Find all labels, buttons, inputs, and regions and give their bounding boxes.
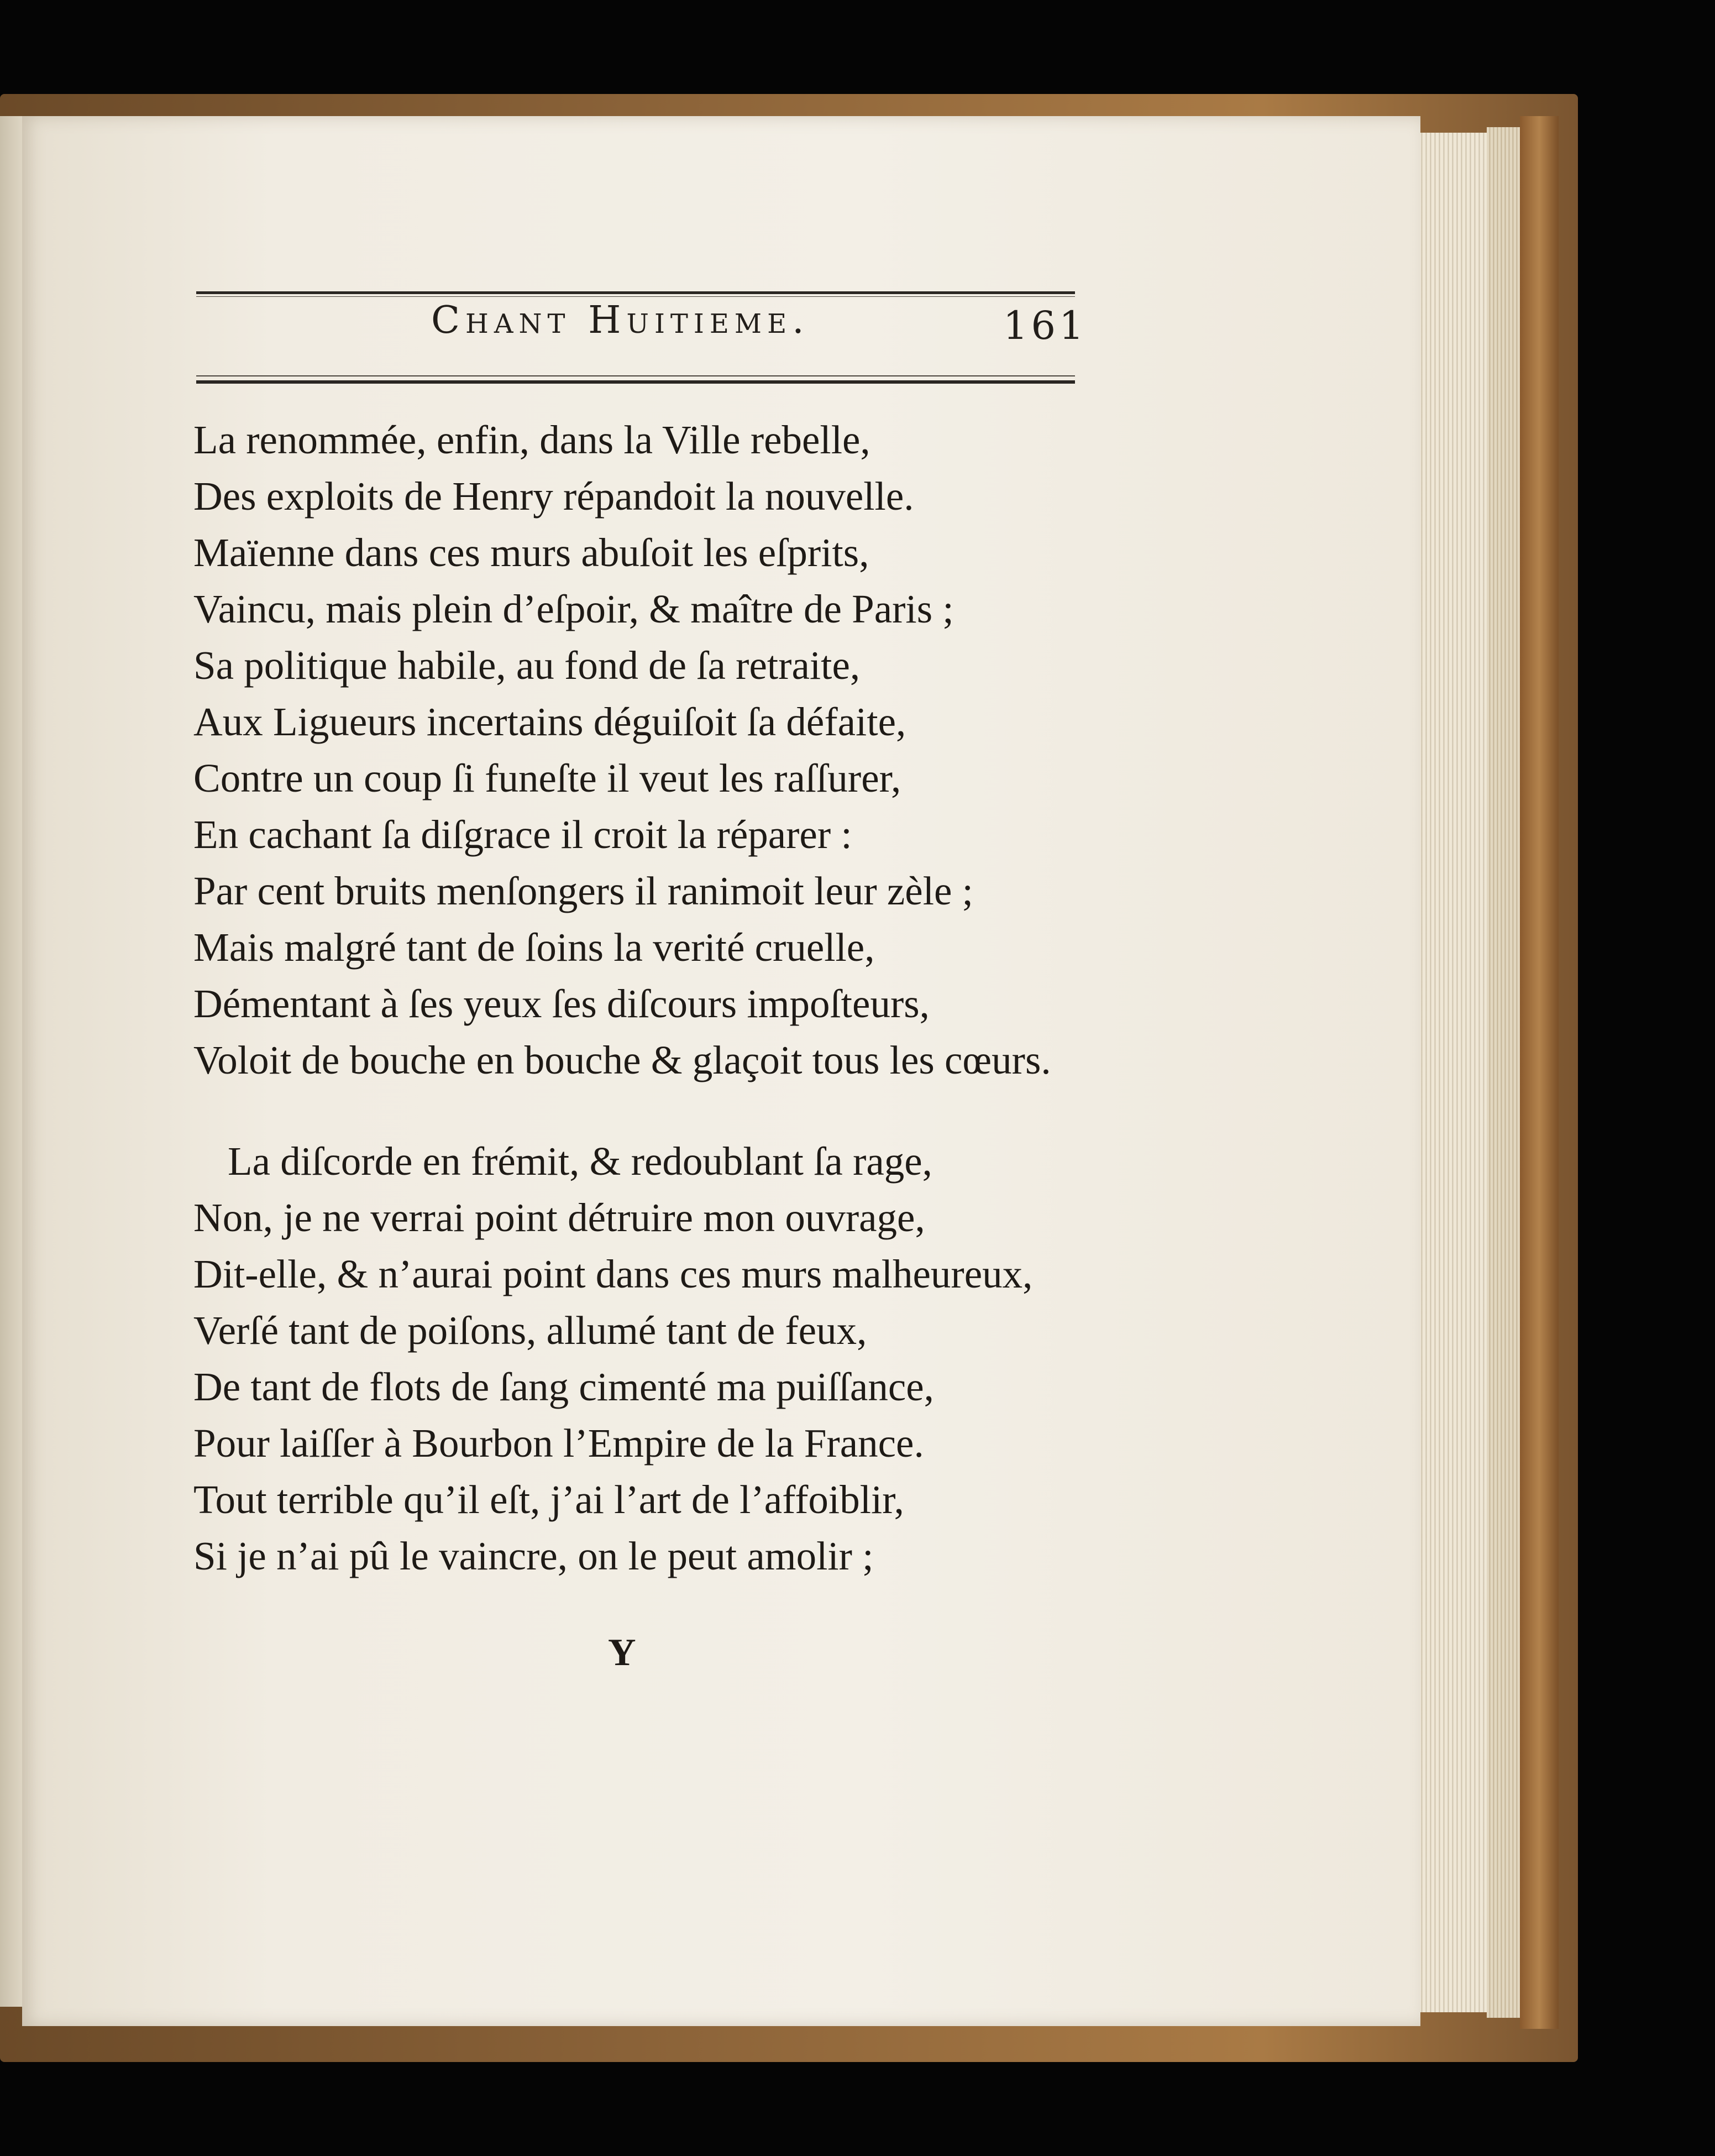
verse-line: Non, je ne verrai point détruire mon ouvrage, [193, 1195, 925, 1240]
verse-line: De tant de flots de ſang cimenté ma puiſſance, [193, 1364, 934, 1409]
verse-line: Démentant à ſes yeux ſes diſcours impoſteurs, [193, 981, 930, 1026]
header-rule-bottom [196, 380, 1075, 384]
verse-line: Dit-elle, & n’aurai point dans ces murs malheureux, [193, 1252, 1033, 1296]
header-rule-bottom-thin [196, 375, 1075, 376]
verse-line: Si je n’ai pû le vaincre, on le peut amolir ; [193, 1534, 874, 1578]
verse-line: Contre un coup ſi funeſte il veut les raſſurer, [193, 756, 901, 800]
header-rule-top [196, 291, 1075, 294]
verse-line: Maïenne dans ces murs abuſoit les eſprits, [193, 530, 869, 575]
verse-line: Tout terrible qu’il eſt, j’ai l’art de l’affoiblir, [193, 1477, 904, 1522]
verse-line: Pour laiſſer à Bourbon l’Empire de la France. [193, 1421, 924, 1466]
verse-line: Mais malgré tant de ſoins la verité cruelle, [193, 925, 875, 970]
verse-line: Verſé tant de poiſons, allumé tant de feux, [193, 1308, 867, 1353]
verse-line: Par cent bruits menſongers il ranimoit leur zèle ; [193, 868, 973, 913]
running-title: Chant Huitieme. [431, 299, 810, 342]
page-number: 161 [1003, 303, 1087, 348]
cover-edge [1520, 116, 1559, 2029]
verse-line: Aux Ligueurs incertains déguiſoit ſa défaite, [193, 699, 906, 744]
verse-line: En cachant ſa diſgrace il croit la réparer : [193, 812, 852, 857]
verse-line: Des exploits de Henry répandoit la nouvelle. [193, 474, 914, 519]
page-edges-outer [1487, 127, 1520, 2018]
stanza-1 [193, 412, 1051, 1089]
verse-line: Sa politique habile, au fond de ſa retraite, [193, 643, 861, 688]
verse-line: La diſcorde en frémit, & redoublant ſa rage, [228, 1139, 932, 1184]
verse-line: La renommée, enfin, dans la Ville rebelle, [193, 417, 870, 462]
signature-mark: Y [608, 1631, 636, 1674]
header-rule-top-thin [196, 296, 1075, 297]
verse-line: Vaincu, mais plein d’eſpoir, & maître de Paris ; [193, 587, 954, 631]
stanza-2 [193, 1133, 1032, 1584]
verse-line: Voloit de bouche en bouche & glaçoit tous les cœurs. [193, 1038, 1051, 1082]
